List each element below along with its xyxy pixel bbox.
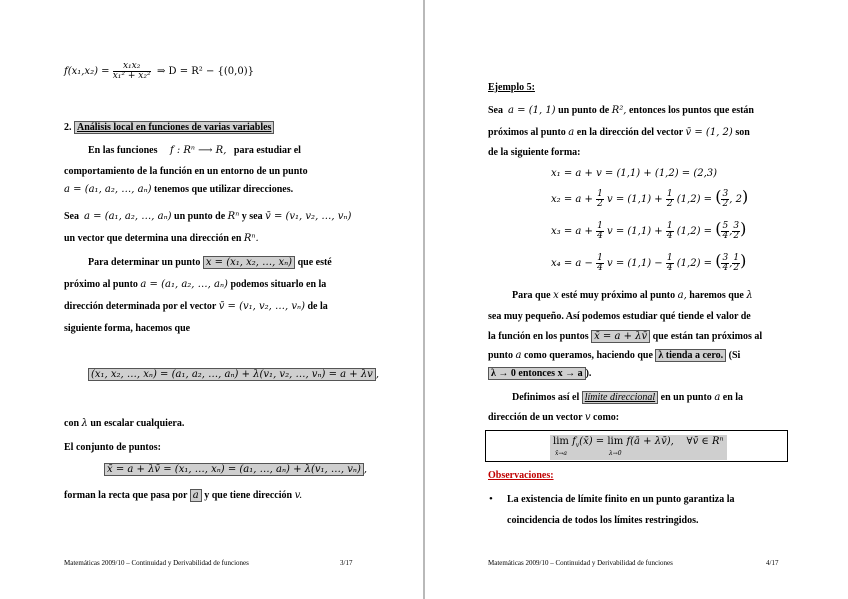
footer-text: Matemáticas 2009/10 – Continuidad y Derivabilidad de funciones bbox=[64, 559, 249, 567]
paragraph-3-line-3: dirección determinada por el vector v̄ = (v₁, v₂, …, vₙ) de la bbox=[64, 301, 328, 312]
page-4 bbox=[425, 0, 848, 599]
boxed-equation-set: x̄ = a + λv̄ = (x₁, …, xₙ) = (a₁, …, aₙ) + λ(v₁, …, vₙ) , bbox=[104, 464, 367, 475]
paragraph-3-line-4: siguiente forma, hacemos que bbox=[64, 323, 191, 334]
observaciones-heading: Observaciones: bbox=[488, 470, 554, 481]
paragraph-5: El conjunto de puntos: bbox=[64, 442, 161, 453]
page-3 bbox=[0, 0, 423, 599]
example-line-2: próximos al punto a en la dirección del vector v̄ = (1, 2) son bbox=[488, 127, 750, 138]
para-1-line-2: sea muy pequeño. Así podemos estudiar qué tiende el valor de bbox=[488, 311, 751, 322]
page-number: 3/17 bbox=[340, 559, 353, 567]
para-1-line-1: Para que x esté muy próximo al punto a, haremos que λ bbox=[512, 290, 753, 301]
section-heading: 2. Análisis local en funciones de varias variables bbox=[64, 122, 274, 133]
para-1-line-3: la función en los puntos x̄ = a + λv̄ que están tan próximos al bbox=[488, 331, 763, 342]
bullet-icon: • bbox=[489, 493, 493, 505]
paragraph-1-line-2: comportamiento de la función en un entorno de un punto bbox=[64, 166, 308, 177]
page-number: 4/17 bbox=[766, 559, 779, 567]
paragraph-4: con λ un escalar cualquiera. bbox=[64, 418, 185, 429]
boxed-equation-line: (x₁, x₂, …, xₙ) = (a₁, a₂, …, aₙ) + λ(v₁, v₂, …, vₙ) = a + λv , bbox=[88, 369, 379, 380]
para-1-line-4: punto a como queramos, haciendo que λ tienda a cero. (Si bbox=[488, 350, 741, 361]
paragraph-6: forman la recta que pasa por a y que tiene dirección v. bbox=[64, 490, 303, 501]
paragraph-1-line-1: En las funciones f : Rⁿ ⟶ R, para estudiar el bbox=[88, 145, 301, 156]
footer-text: Matemáticas 2009/10 – Continuidad y Derivabilidad de funciones bbox=[488, 559, 673, 567]
example-title: Ejemplo 5: bbox=[488, 82, 535, 93]
paragraph-3-line-2: próximo al punto a = (a₁, a₂, …, aₙ) podemos situarlo en la bbox=[64, 279, 327, 290]
para-2-line-2: dirección de un vector v como: bbox=[488, 412, 620, 423]
eq-line-1: x₁ = a + v = (1,1) + (1,2) = (2,3) bbox=[551, 168, 718, 179]
paragraph-1-line-3: a = (a₁, a₂, …, aₙ) tenemos que utilizar direcciones. bbox=[64, 184, 294, 195]
eq-line-3: x₃ = a + $\frac{1}{4}$ v = (1,1) + $\frac{1}{4}$ (1,2) = ( $\frac{5}{4}$ , $\frac{3}{2}$ ) bbox=[551, 219, 747, 241]
para-2-line-1: Definimos así el límite direccional en un punto a en la bbox=[512, 392, 744, 403]
eq-line-2: x₂ = a + $\frac{1}{2}$ v = (1,1) + $\frac{1}{2}$ (1,2) = ( $\frac{3}{2}$ , 2) bbox=[551, 187, 749, 209]
eq-line-4: x₄ = a − $\frac{1}{4}$ v = (1,1) − $\frac{1}{4}$ (1,2) = ( $\frac{3}{4}$ , $\frac{1}{2}$ ) bbox=[551, 251, 747, 273]
formula-domain: f(x₁,x₂) = $\frac{\text{x₁x₂}}{\text{x₁² + x₂²}}$ ⇒ D = R² − {(0,0)} bbox=[64, 61, 254, 81]
example-line-1: Sea a = (1, 1) un punto de R², entonces los puntos que están bbox=[488, 105, 754, 116]
bullet-line-2: coincidencia de todos los límites restringidos. bbox=[507, 515, 699, 526]
limit-formula: lim x̄→a $f_v(x̄) = \lim$ λ→0 f(ā + λv̄), ∀v̄ ∈ Rⁿ bbox=[550, 435, 727, 460]
bullet-line-1: La existencia de límite finito en un punto garantiza la bbox=[507, 494, 735, 505]
paragraph-2-line-1: Sea a = (a₁, a₂, …, aₙ) un punto de Rⁿ y sea v̄ = (v₁, v₂, …, vₙ) bbox=[64, 211, 352, 222]
paragraph-3-line-1: Para determinar un punto x = (x₁, x₂, …, xₙ) que esté bbox=[88, 257, 332, 268]
example-line-3: de la siguiente forma: bbox=[488, 147, 581, 158]
paragraph-2-line-2: un vector que determina una dirección en Rⁿ. bbox=[64, 233, 259, 244]
limit-definition-box bbox=[485, 430, 788, 462]
para-1-line-5: λ → 0 entonces x → a ). bbox=[488, 368, 591, 379]
